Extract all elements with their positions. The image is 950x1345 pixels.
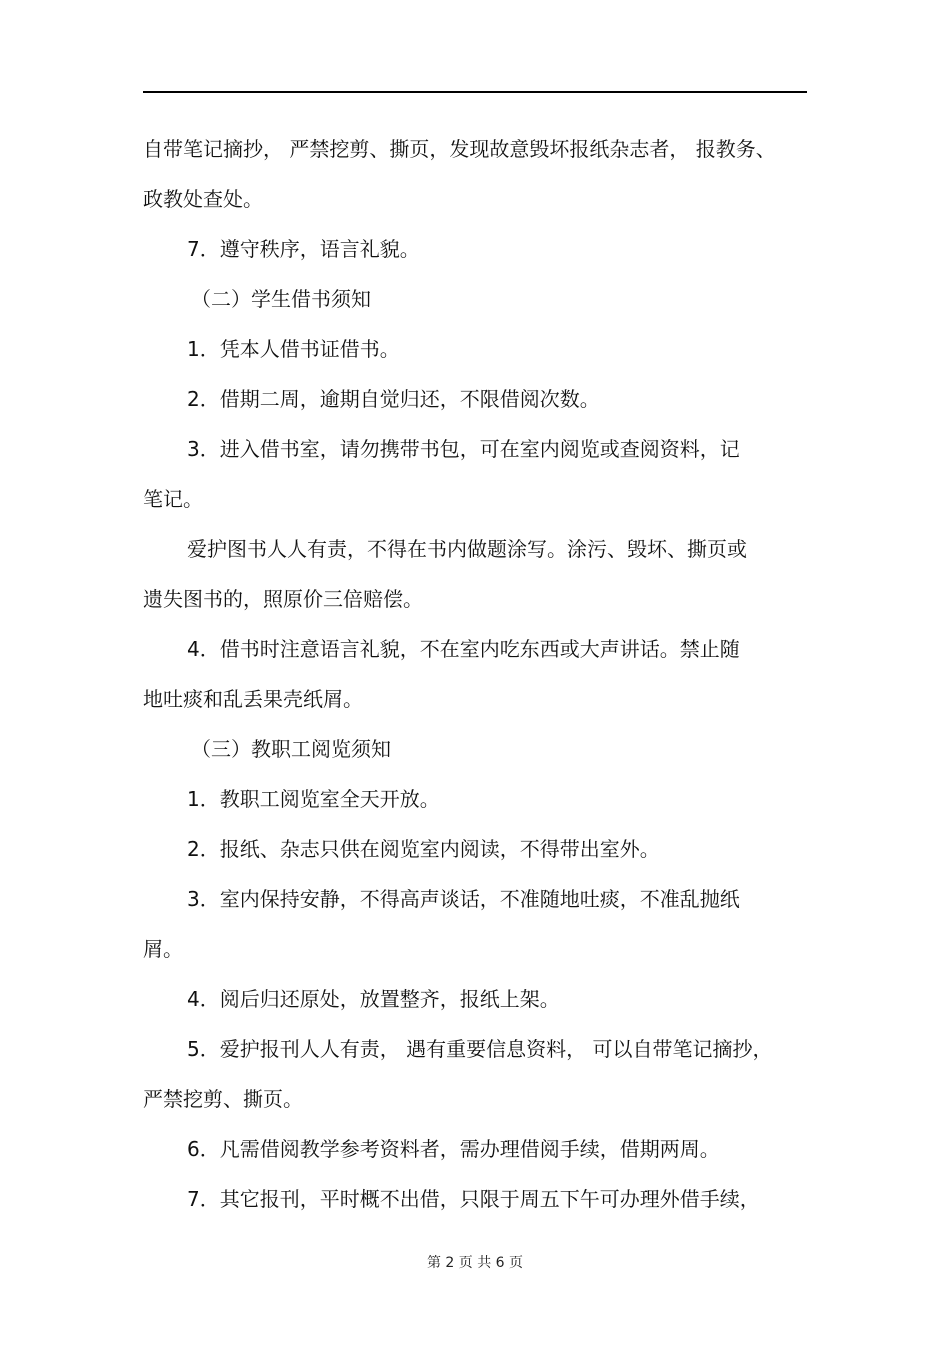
text-line: 严禁挖剪、撕页。 bbox=[143, 1087, 303, 1111]
text-line: 1．凭本人借书证借书。 bbox=[187, 337, 400, 361]
text-line: 5．爱护报刊人人有责， 遇有重要信息资料， 可以自带笔记摘抄， bbox=[187, 1037, 773, 1061]
text-line: 笔记。 bbox=[143, 487, 203, 511]
text-line: 爱护图书人人有责，不得在书内做题涂写。涂污、毁坏、撕页或 bbox=[187, 537, 747, 561]
text-line: 地吐痰和乱丢果壳纸屑。 bbox=[143, 687, 363, 711]
page-number: 第 2 页 共 6 页 bbox=[426, 1255, 524, 1271]
text-line: 遗失图书的，照原价三倍赔偿。 bbox=[143, 587, 423, 611]
section-heading: （三）教职工阅览须知 bbox=[191, 737, 391, 761]
header-rule bbox=[143, 91, 807, 93]
text-line: 3．进入借书室，请勿携带书包，可在室内阅览或查阅资料，记 bbox=[187, 437, 740, 461]
text-line: 政教处查处。 bbox=[143, 187, 263, 211]
text-line: 3．室内保持安静，不得高声谈话，不准随地吐痰，不准乱抛纸 bbox=[187, 887, 740, 911]
text-line: 7．其它报刊，平时概不出借，只限于周五下午可办理外借手续， bbox=[187, 1187, 760, 1211]
text-line: 7．遵守秩序，语言礼貌。 bbox=[187, 237, 420, 261]
section-heading: （二）学生借书须知 bbox=[191, 287, 371, 311]
text-line: 4．借书时注意语言礼貌，不在室内吃东西或大声讲话。禁止随 bbox=[187, 637, 740, 661]
text-line: 6．凡需借阅教学参考资料者，需办理借阅手续，借期两周。 bbox=[187, 1137, 720, 1161]
document-body bbox=[143, 124, 807, 1224]
text-line: 2．借期二周，逾期自觉归还，不限借阅次数。 bbox=[187, 387, 600, 411]
text-line: 屑。 bbox=[143, 937, 183, 961]
text-line: 2．报纸、杂志只供在阅览室内阅读，不得带出室外。 bbox=[187, 837, 660, 861]
text-line: 自带笔记摘抄， 严禁挖剪、撕页，发现故意毁坏报纸杂志者， 报教务、 bbox=[143, 137, 776, 161]
text-line: 4．阅后归还原处，放置整齐，报纸上架。 bbox=[187, 987, 560, 1011]
text-line: 1．教职工阅览室全天开放。 bbox=[187, 787, 440, 811]
